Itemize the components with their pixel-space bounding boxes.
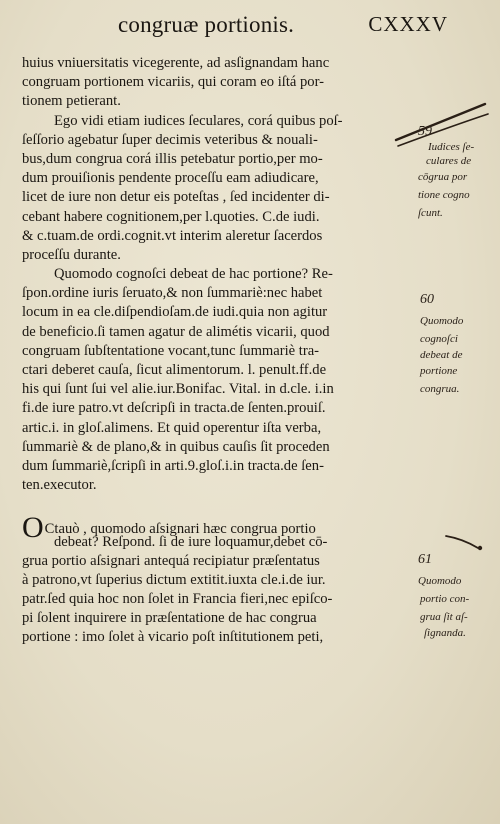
ink-dot	[478, 546, 482, 550]
text-line: pi ſolent inquirere in præſentatione de hac congrua	[22, 610, 317, 627]
margin-note-line: cognoſci	[420, 333, 458, 345]
text-line: huius vniuersitatis vicegerente, ad asſignandam hanc	[22, 55, 330, 71]
drop-initial: O	[22, 511, 44, 545]
margin-number-60: 60	[420, 292, 434, 307]
ink-flourish-stroke	[398, 114, 488, 146]
text-line: dum ſummariè,ſcripſi in arti.9.gloſ.i.in tracta.de ſen-	[22, 457, 324, 474]
text-line: cebant habere cognitionem,per l.quoties. C.de iudi.	[22, 208, 320, 225]
text-line: proceſſu durante.	[22, 246, 121, 263]
text-line: & c.tuam.de ordi.cognit.vt interim aleretur ſacerdos	[22, 227, 323, 244]
text-line: de beneficio.ſi tamen agatur de alimétis vicarii, quod	[22, 323, 330, 340]
margin-note-line: tione cogno	[418, 189, 470, 201]
text-line: his qui ſunt ſui vel alie.iur.Bonifac. Vital. in d.cle. i.in	[22, 381, 334, 398]
margin-note-line: Quomodo	[418, 575, 462, 587]
text-line: grua portio aſsignari antequá recipiatur præſentatus	[22, 552, 320, 569]
margin-note-line: congrua.	[420, 383, 460, 395]
text-line: ſummariè & de plano,& in quibus cauſis ſit proceden	[22, 438, 330, 455]
margin-note-line: debeat de	[420, 349, 463, 361]
folio-number: CXXXV	[368, 12, 448, 36]
text-line: ten.executor.	[22, 477, 97, 494]
text-line: ſpon.ordine iuris ſeruato,& non ſummariè:nec habet	[22, 285, 323, 302]
ink-flourish-stroke	[396, 104, 485, 140]
text-line: debeat? Reſpond. ſi de iure loquamur,debet cō-	[54, 533, 328, 550]
text-line: Quomodo cognoſci debeat de hac portione? Re-	[54, 266, 333, 283]
text-line: congruam ſubſtentatione vocant,tunc ſummariè tra-	[22, 342, 320, 359]
margin-note-line: Iudices ſe-	[428, 141, 475, 153]
text-line: bus,dum congrua corá illis petebatur portio,per mo-	[22, 150, 323, 167]
margin-note-line: cōgrua por	[418, 171, 468, 183]
text-line: dum prouiſionis pendente proceſſu eam adiudicare,	[22, 170, 319, 187]
text-line: portione : imo ſolet à vicario poſt inſtitutionem peti,	[22, 629, 324, 646]
margin-note-line: ſcunt.	[418, 207, 443, 219]
text-line: artic.i. in gloſ.alimens. Et quid operentur iſta verba,	[22, 419, 322, 436]
margin-note-line: portio con-	[420, 593, 470, 605]
text-line: à patrono,vt ſuperius dictum extitit.iuxta cle.i.de iur.	[22, 571, 326, 588]
margin-number-61: 61	[418, 552, 432, 567]
margin-number-59: 59	[418, 124, 432, 139]
margin-note-line: ſignanda.	[424, 627, 466, 639]
margin-note-line: grua ſit aſ-	[420, 611, 468, 623]
text-line: ſeſſorio agebatur ſuper decimis veteribus & nouali-	[22, 131, 318, 148]
text-line-content: Ctauò , quomodo aſsignari hæc congrua portio	[44, 521, 316, 538]
text-line: ctari deberet cauſa, ſicut alimentorum. l. penult.ff.de	[22, 362, 327, 378]
ink-flourish-stroke	[446, 536, 478, 548]
running-title: congruæ portionis.	[118, 12, 295, 37]
text-line: patr.ſed quia hoc non ſolet in Francia fieri,nec epiſco-	[22, 591, 333, 608]
text-line: Ego vidi etiam iudices ſeculares, corá quibus poſ-	[54, 112, 343, 129]
text-line: tionem petierant.	[22, 93, 121, 110]
margin-note-line: portione	[420, 365, 458, 377]
text-line: congruam portionem vicariis, qui coram eo iſtá por-	[22, 74, 325, 91]
text-line: licet de iure non detur eis poteſtas , ſed incidenter di-	[22, 189, 330, 206]
margin-note-line: culares de	[426, 155, 472, 167]
text-line: locum in ea cle.diſpendioſam.de iudi.quia non agitur	[22, 304, 328, 321]
margin-note-line: Quomodo	[420, 315, 464, 327]
text-line: fi.de iure patro.vt deſcripſi in tracta.de ſenten.prouiſ.	[22, 400, 326, 417]
